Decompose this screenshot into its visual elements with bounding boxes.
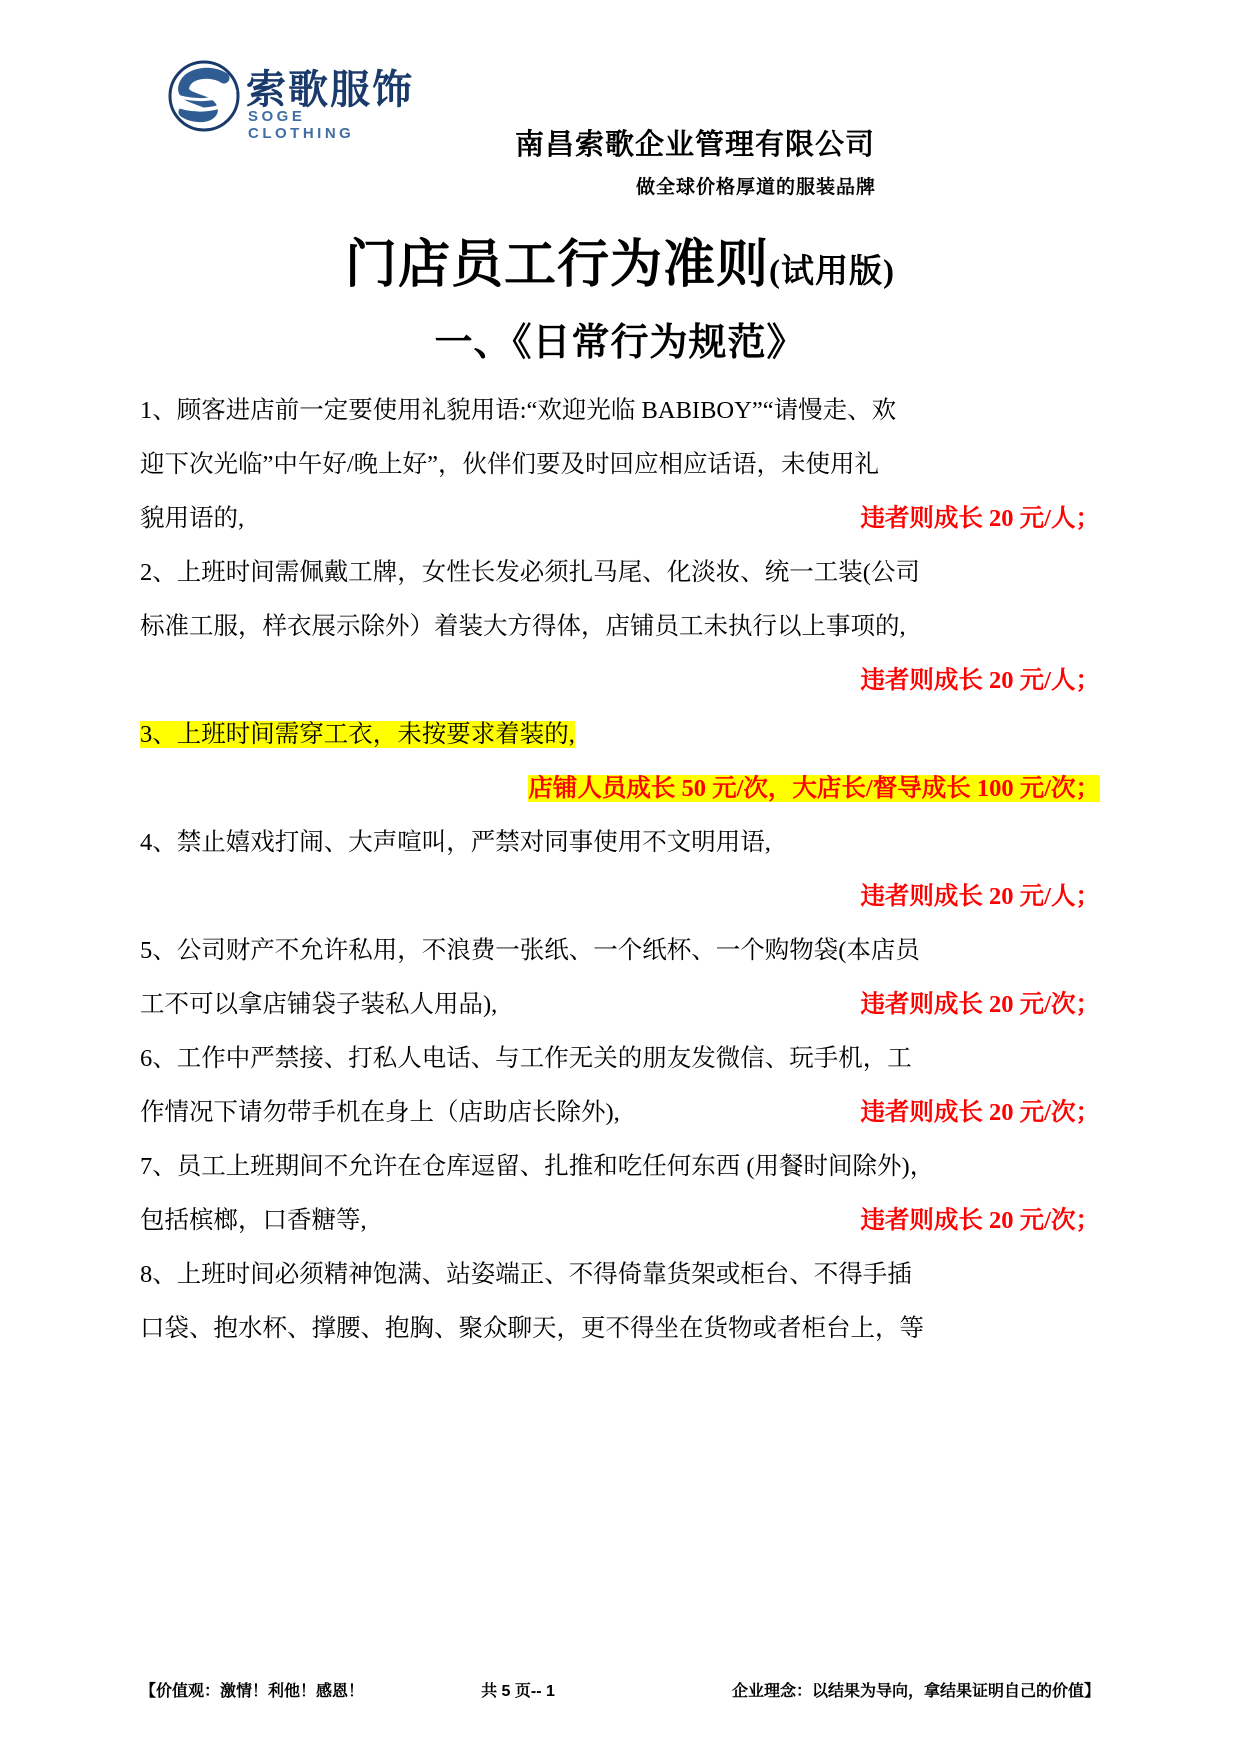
rule-text: 2、上班时间需佩戴工牌，女性长发必须扎马尾、化淡妆、统一工装(公司 xyxy=(140,559,920,586)
rule-line-with-penalty xyxy=(140,978,1100,1032)
rule-item-8 xyxy=(140,1248,1100,1356)
footer-page-number: 共 5 页-- 1 xyxy=(481,1683,555,1700)
rule-text: 1、顾客进店前一定要使用礼貌用语:“欢迎光临 BABIBOY”“请慢走、欢 xyxy=(140,397,897,424)
penalty-text: 违者则成长 20 元/次； xyxy=(860,1099,1100,1126)
company-logo xyxy=(168,52,418,147)
penalty-text: 违者则成长 20 元/次； xyxy=(860,1207,1100,1234)
rule-text: 迎下次光临”中午好/晚上好”，伙伴们要及时回应相应话语，未使用礼 xyxy=(140,451,880,478)
rule-item-2 xyxy=(140,546,1100,708)
rule-text: 3、上班时间需穿工衣，未按要求着装的, xyxy=(140,721,575,748)
document-title xyxy=(0,222,1240,297)
rule-line-with-penalty xyxy=(140,1086,1100,1140)
penalty-text: 违者则成长 20 元/人； xyxy=(860,883,1100,910)
document-body xyxy=(140,384,1100,1356)
rule-item-1 xyxy=(140,384,1100,546)
rule-item-5 xyxy=(140,924,1100,1032)
company-slogan: 做全球价格厚道的服装品牌 xyxy=(636,177,877,198)
rule-text: 6、工作中严禁接、打私人电话、与工作无关的朋友发微信、玩手机，工 xyxy=(140,1045,912,1072)
footer-values: 【价值观：激情！利他！感恩！ xyxy=(140,1683,365,1700)
rule-text-highlighted xyxy=(140,708,1100,762)
document-title-main: 门店员工行为准则 xyxy=(345,237,770,294)
penalty-row-highlighted xyxy=(140,762,1100,816)
rule-text: 貌用语的, xyxy=(140,505,245,532)
rule-text: 口袋、抱水杯、撑腰、抱胸、聚众聊天，更不得坐在货物或者柜台上，等 xyxy=(140,1315,924,1342)
rule-text: 标准工服，样衣展示除外）着装大方得体，店铺员工未执行以上事项的, xyxy=(140,613,906,640)
rule-item-4 xyxy=(140,816,1100,924)
logo-wordmark: 索歌服饰 xyxy=(246,68,414,112)
penalty-text: 违者则成长 20 元/人； xyxy=(860,667,1100,694)
rule-text: 工不可以拿店铺袋子装私人用品), xyxy=(140,991,498,1018)
soge-logo-icon xyxy=(168,60,240,132)
rule-text: 作情况下请勿带手机在身上（店助店长除外), xyxy=(140,1099,620,1126)
document-header xyxy=(0,0,1240,198)
rule-item-7 xyxy=(140,1140,1100,1248)
rule-text: 4、禁止嬉戏打闹、大声喧叫，严禁对同事使用不文明用语, xyxy=(140,829,771,856)
page-footer xyxy=(140,1678,1100,1701)
rule-text: 包括槟榔，口香糖等, xyxy=(140,1207,367,1234)
footer-philosophy: 企业理念：以结果为导向，拿结果证明自己的价值】 xyxy=(731,1683,1100,1700)
rule-text: 5、公司财产不允许私用，不浪费一张纸、一个纸杯、一个购物袋(本店员 xyxy=(140,937,920,964)
rule-item-6 xyxy=(140,1032,1100,1140)
section-title: 一、《日常行为规范》 xyxy=(434,322,806,364)
rule-line-with-penalty xyxy=(140,492,1100,546)
rule-item-3 xyxy=(140,708,1100,816)
rule-text: 8、上班时间必须精神饱满、站姿端正、不得倚靠货架或柜台、不得手插 xyxy=(140,1261,912,1288)
rule-text: 7、员工上班期间不允许在仓库逗留、扎推和吃任何东西 (用餐时间除外)， xyxy=(140,1153,935,1180)
company-name: 南昌索歌企业管理有限公司 xyxy=(515,129,876,161)
logo-sub-wordmark: SOGE CLOTHING xyxy=(248,108,355,142)
penalty-text: 店铺人员成长 50 元/次，大店长/督导成长 100 元/次； xyxy=(528,775,1100,802)
rule-line-with-penalty xyxy=(140,1194,1100,1248)
penalty-text: 违者则成长 20 元/次； xyxy=(860,991,1100,1018)
document-title-sub: (试用版) xyxy=(769,254,895,290)
penalty-text: 违者则成长 20 元/人； xyxy=(860,505,1100,532)
